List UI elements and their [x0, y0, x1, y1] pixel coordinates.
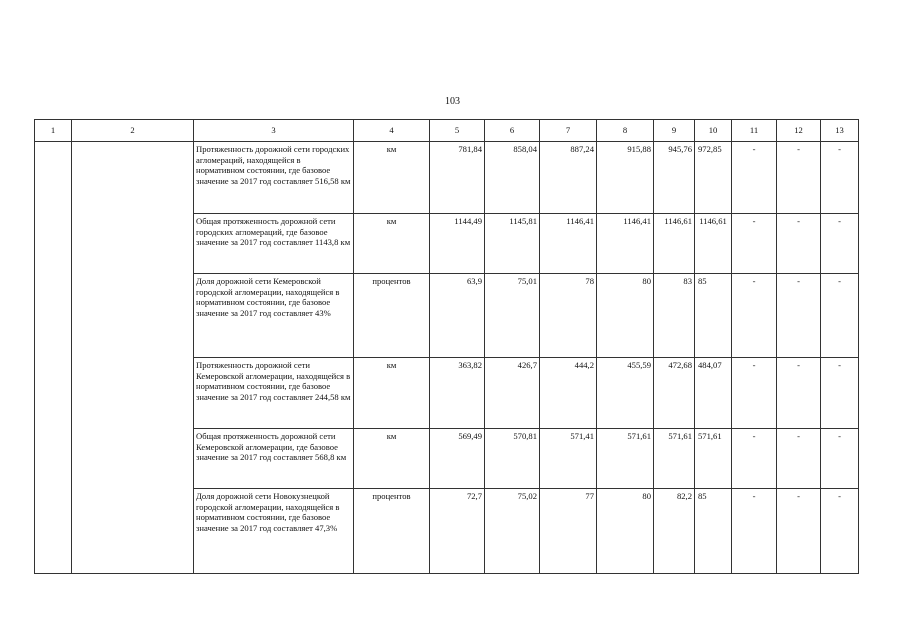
value-cell: 569,49: [430, 429, 485, 489]
unit-cell: км: [354, 142, 430, 214]
column-header: 13: [821, 120, 859, 142]
value-cell: 78: [540, 274, 597, 358]
column-header: 2: [72, 120, 194, 142]
value-cell: 77: [540, 489, 597, 574]
value-cell: 80: [597, 489, 654, 574]
value-cell: 1146,41: [597, 214, 654, 274]
dash-cell: -: [777, 214, 821, 274]
value-cell: 570,81: [485, 429, 540, 489]
table-row: [35, 142, 859, 214]
column-header: 9: [654, 120, 695, 142]
dash-cell: -: [777, 429, 821, 489]
dash-cell: -: [821, 274, 859, 358]
value-cell: 915,88: [597, 142, 654, 214]
indicator-description: Протяженность дорожной сети городских агломераций, находящейся в нормативном состоянии, где базовое значение за 2017 год составляет 516,58 км: [194, 142, 354, 214]
value-cell: 571,61: [597, 429, 654, 489]
value-cell: 972,85: [695, 142, 732, 214]
value-cell: 1146,41: [540, 214, 597, 274]
indicator-description: Доля дорожной сети Кемеровской городской агломерации, находящейся в нормативном состоянии, где базовое значение за 2017 год составляет 43%: [194, 274, 354, 358]
dash-cell: -: [777, 489, 821, 574]
value-cell: 83: [654, 274, 695, 358]
dash-cell: -: [777, 142, 821, 214]
value-cell: 781,84: [430, 142, 485, 214]
dash-cell: -: [732, 142, 777, 214]
unit-cell: процентов: [354, 489, 430, 574]
column-header: 1: [35, 120, 72, 142]
dash-cell: -: [821, 358, 859, 429]
value-cell: 472,68: [654, 358, 695, 429]
dash-cell: -: [821, 489, 859, 574]
dash-cell: -: [821, 429, 859, 489]
value-cell: 363,82: [430, 358, 485, 429]
dash-cell: -: [732, 489, 777, 574]
dash-cell: -: [777, 358, 821, 429]
merged-cell-col2: [72, 142, 194, 574]
column-header: 6: [485, 120, 540, 142]
column-header: 4: [354, 120, 430, 142]
value-cell: 484,07: [695, 358, 732, 429]
dash-cell: -: [732, 358, 777, 429]
value-cell: 1146,61: [695, 214, 732, 274]
dash-cell: -: [732, 214, 777, 274]
unit-cell: процентов: [354, 274, 430, 358]
value-cell: 85: [695, 274, 732, 358]
dash-cell: -: [777, 274, 821, 358]
dash-cell: -: [732, 429, 777, 489]
indicator-description: Протяженность дорожной сети Кемеровской агломерации, находящейся в нормативном состоянии, где базовое значение за 2017 год составляет 244,58 км: [194, 358, 354, 429]
indicator-description: Общая протяженность дорожной сети Кемеровской агломерации, где базовое значение за 2017 год составляет 568,8 км: [194, 429, 354, 489]
value-cell: 75,01: [485, 274, 540, 358]
indicator-table: [34, 119, 859, 574]
column-header: 7: [540, 120, 597, 142]
value-cell: 80: [597, 274, 654, 358]
value-cell: 571,61: [654, 429, 695, 489]
value-cell: 75,02: [485, 489, 540, 574]
column-header: 10: [695, 120, 732, 142]
dash-cell: -: [821, 142, 859, 214]
value-cell: 571,41: [540, 429, 597, 489]
dash-cell: -: [732, 274, 777, 358]
value-cell: 455,59: [597, 358, 654, 429]
merged-cell-col1: [35, 142, 72, 574]
value-cell: 426,7: [485, 358, 540, 429]
value-cell: 858,04: [485, 142, 540, 214]
indicator-description: Доля дорожной сети Новокузнецкой городской агломерации, находящейся в нормативном состоянии, где базовое значение за 2017 год составляет 47,3%: [194, 489, 354, 574]
page-number: 103: [445, 96, 460, 107]
value-cell: 1145,81: [485, 214, 540, 274]
value-cell: 945,76: [654, 142, 695, 214]
dash-cell: -: [821, 214, 859, 274]
unit-cell: км: [354, 214, 430, 274]
value-cell: 82,2: [654, 489, 695, 574]
value-cell: 571,61: [695, 429, 732, 489]
column-header: 3: [194, 120, 354, 142]
value-cell: 85: [695, 489, 732, 574]
unit-cell: км: [354, 358, 430, 429]
value-cell: 63,9: [430, 274, 485, 358]
value-cell: 1144,49: [430, 214, 485, 274]
value-cell: 72,7: [430, 489, 485, 574]
indicator-description: Общая протяженность дорожной сети городских агломераций, где базовое значение за 2017 год составляет 1143,8 км: [194, 214, 354, 274]
value-cell: 444,2: [540, 358, 597, 429]
column-header: 5: [430, 120, 485, 142]
column-header: 11: [732, 120, 777, 142]
value-cell: 887,24: [540, 142, 597, 214]
value-cell: 1146,61: [654, 214, 695, 274]
header-row: [35, 120, 859, 142]
column-header: 8: [597, 120, 654, 142]
column-header: 12: [777, 120, 821, 142]
unit-cell: км: [354, 429, 430, 489]
